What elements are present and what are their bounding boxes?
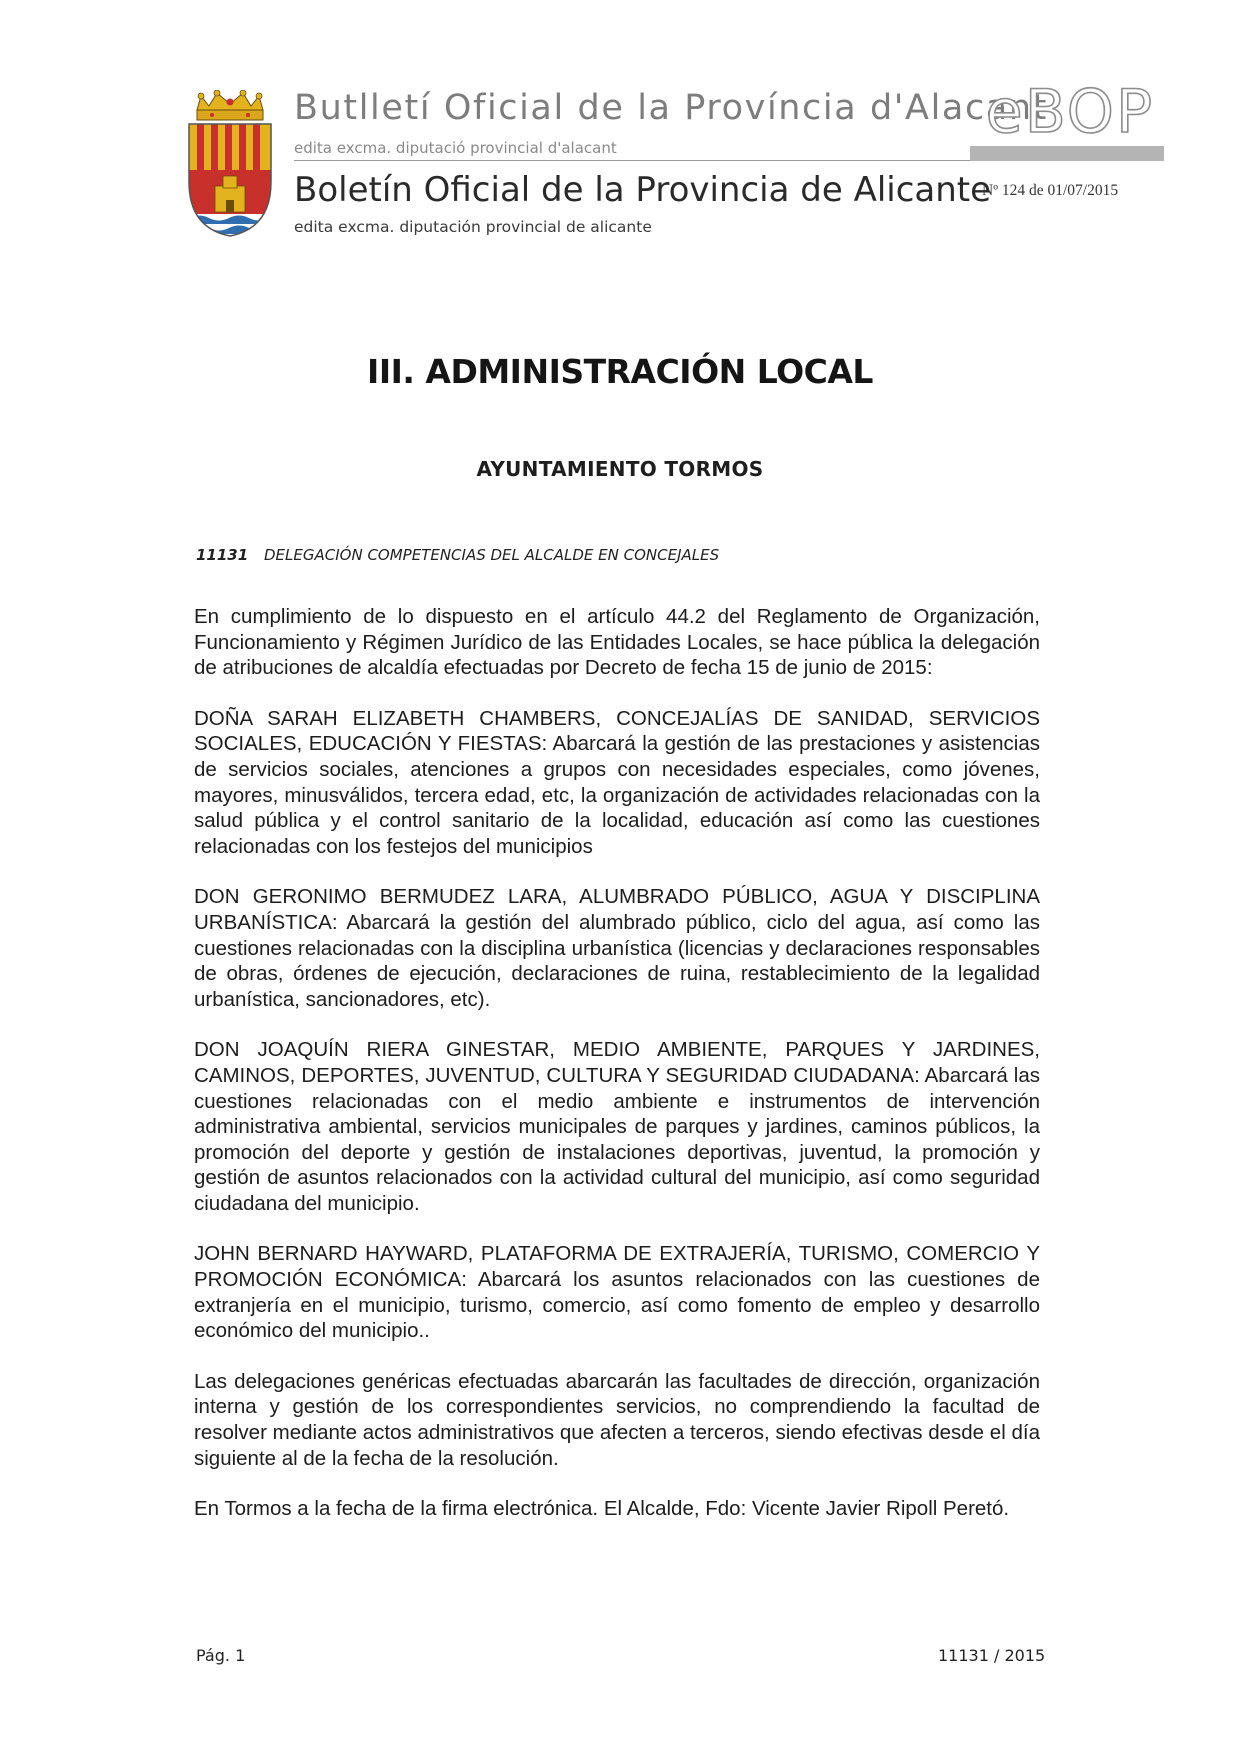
section-title: III. ADMINISTRACIÓN LOCAL xyxy=(367,352,873,391)
paragraph-signature: En Tormos a la fecha de la firma electrónica. El Alcalde, Fdo: Vicente Javier Ripoll Peretó. xyxy=(194,1497,1010,1521)
paragraph-delegation-chambers: DOÑA SARAH ELIZABETH CHAMBERS, CONCEJALÍAS DE SANIDAD, SERVICIOS SOCIALES, EDUCACIÓN Y FIESTAS: Abarcará la gestión de las prestaciones y asistencias de servicios sociales, atenciones a grupos con necesidades especiales, como jóvenes, mayores, minusválidos, tercera edad, etc, la organización de actividades relacionadas con la salud pública y el control sanitario de la localidad, educación así como las cuestiones relacionadas con los festejos del municipios xyxy=(194,706,1040,858)
paragraph-delegation-bermudez: DON GERONIMO BERMUDEZ LARA, ALUMBRADO PÚBLICO, AGUA Y DISCIPLINA URBANÍSTICA: Abarcará la gestión del alumbrado público, ciclo del agua, así como las cuestiones relacionadas con la disciplina urbanística (licencias y declaraciones responsables de obras, órdenes de ejecución, declaraciones de ruina, restablecimiento de la legalidad urbanística, sancionadores, etc). xyxy=(194,885,1040,1011)
svg-text:eBOP: eBOP xyxy=(985,80,1155,146)
paragraph-scope: Las delegaciones genéricas efectuadas abarcarán las facultades de dirección, organización interna y gestión de los correspondientes servicios, no comprendiendo la facultad de resolver mediante actos administrativos que afecten a terceros, siendo efectivas desde el día siguiente al de la fecha de la resolución. xyxy=(194,1369,1040,1470)
masthead-title-spanish: Boletín Oficial de la Provincia de Alicante xyxy=(294,170,992,210)
paragraph-delegation-hayward: JOHN BERNARD HAYWARD, PLATAFORMA DE EXTRAJERÍA, TURISMO, COMERCIO Y PROMOCIÓN ECONÓMICA: Abarcará los asuntos relacionados con las cuestiones de extranjería en el municipio, turismo, comercio, así como fomento de empleo y desarrollo económico del municipio.. xyxy=(194,1242,1040,1343)
coat-of-arms-logo xyxy=(187,90,273,240)
issue-number: Nº 124 de 01/07/2015 xyxy=(982,182,1119,199)
masthead-subtitle-spanish: edita excma. diputación provincial de alicante xyxy=(294,218,652,236)
announcement-reference: 11131 / 2015 xyxy=(938,1646,1046,1665)
crown-icon xyxy=(197,90,263,120)
paragraph-delegation-riera: DON JOAQUÍN RIERA GINESTAR, MEDIO AMBIENTE, PARQUES Y JARDINES, CAMINOS, DEPORTES, JUVENTUD, CULTURA Y SEGURIDAD CIUDADANA: Abarcará las cuestiones relacionadas con el medio ambiente e instrumentos de intervención administrativa ambiental, servicios municipales de parques y jardines, caminos públicos, la promoción del deporte y gestión de instalaciones deportivas, juventud, la promoción y gestión de asuntos relacionados con la actividad cultural del municipio, así como seguridad ciudadana del municipio. xyxy=(194,1038,1040,1215)
masthead-subtitle-catalan: edita excma. diputació provincial d'alacant xyxy=(294,139,617,157)
announcement-body xyxy=(194,604,1040,1547)
municipality-heading: AYUNTAMIENTO TORMOS xyxy=(476,457,764,481)
page-number: Pág. 1 xyxy=(196,1646,246,1665)
announcement-title: DELEGACIÓN COMPETENCIAS DEL ALCALDE EN CONCEJALES xyxy=(264,546,720,564)
paragraph-intro: En cumplimiento de lo dispuesto en el artículo 44.2 del Reglamento de Organización, Funcionamiento y Régimen Jurídico de las Entidades Locales, se hace pública la delegación de atribuciones de alcaldía efectuadas por Decreto de fecha 15 de junio de 2015: xyxy=(194,605,1040,680)
ebop-logo xyxy=(975,80,1165,146)
announcement-number: 11131 xyxy=(196,546,249,564)
masthead-title-catalan: Butlletí Oficial de la Província d'Alacant xyxy=(294,88,1048,128)
masthead-divider-block xyxy=(970,146,1164,161)
